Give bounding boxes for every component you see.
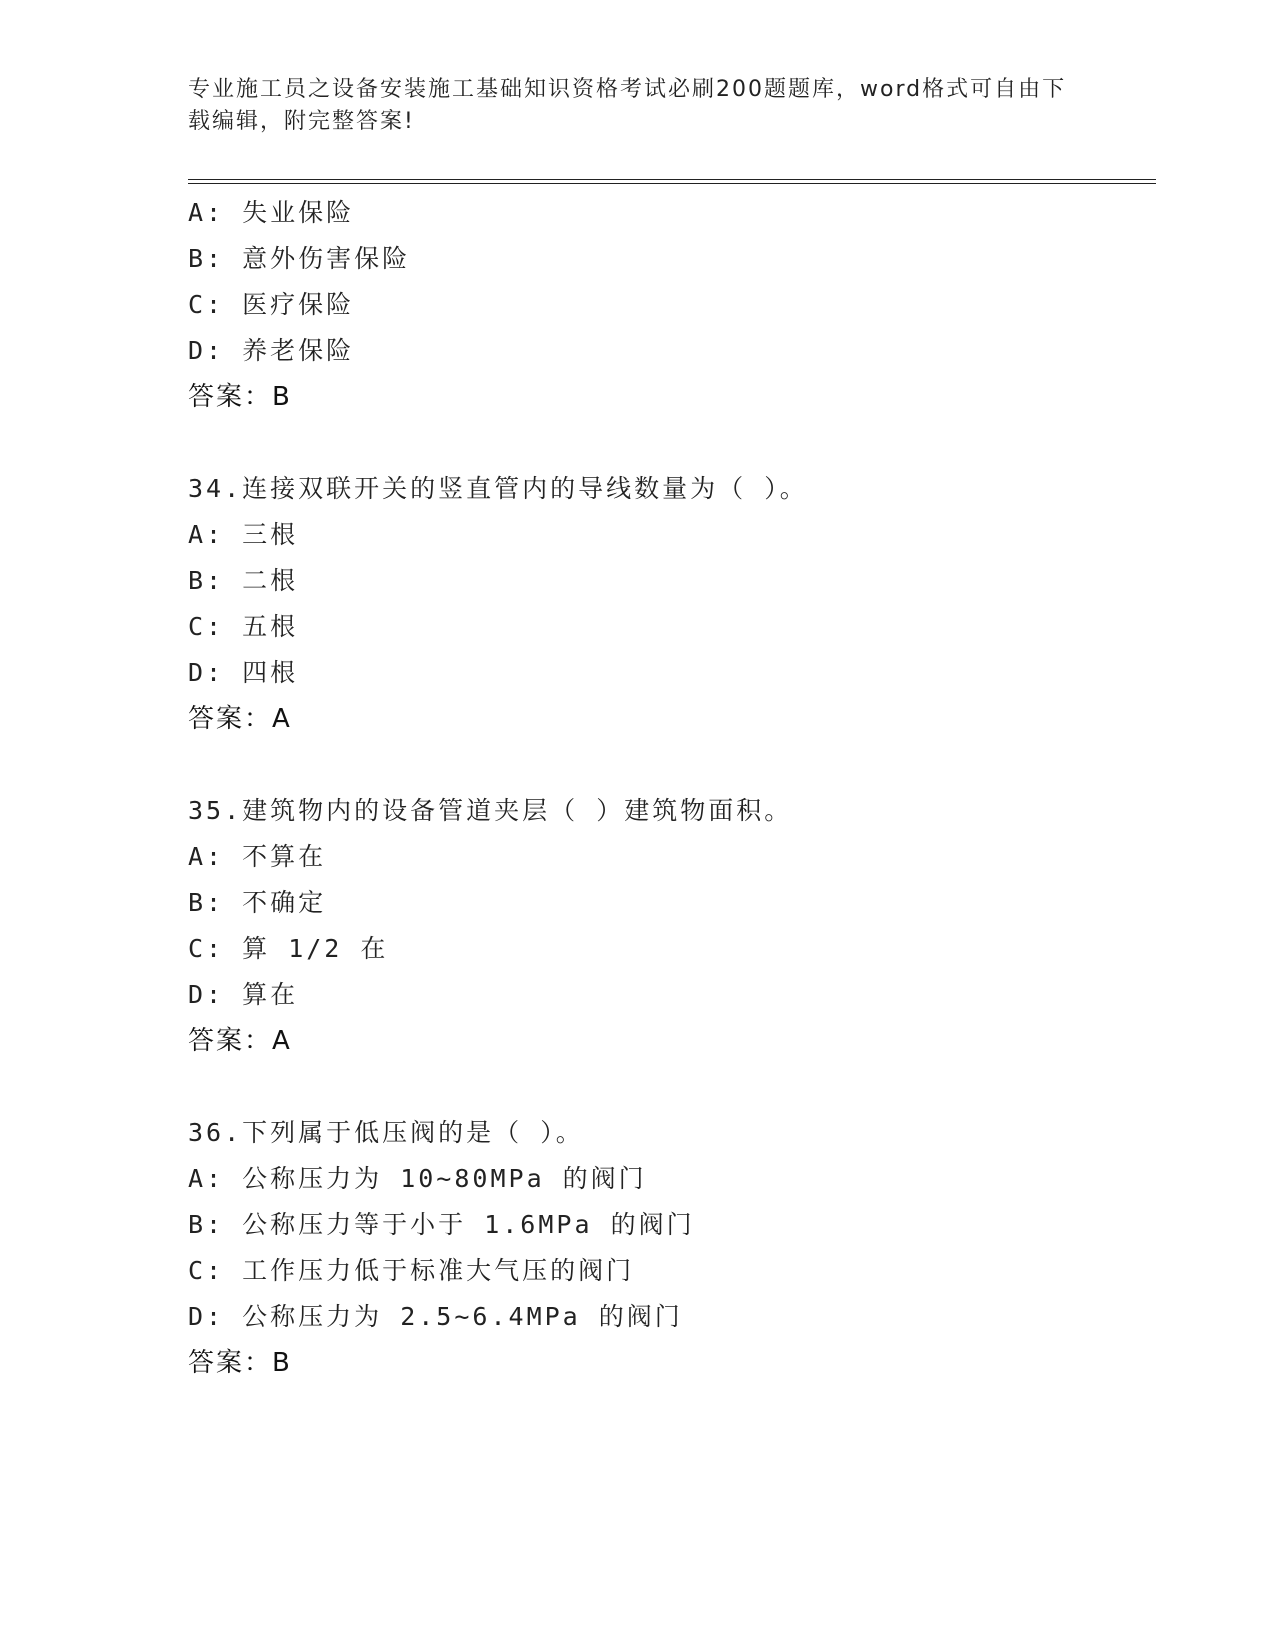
spacer — [188, 742, 1148, 788]
option-c: C: 五根 — [188, 612, 299, 641]
question-block — [188, 190, 1148, 420]
option-c: C: 工作压力低于标准大气压的阀门 — [188, 1256, 635, 1285]
answer-text: 答案：B — [188, 382, 292, 412]
document-header — [188, 74, 1068, 138]
question-block — [188, 466, 1148, 742]
option-a: A: 失业保险 — [188, 198, 355, 227]
option-b: B: 二根 — [188, 566, 299, 595]
option-d: D: 公称压力为 2.5~6.4MPa 的阀门 — [188, 1302, 683, 1331]
spacer — [188, 420, 1148, 466]
option-a: A: 公称压力为 10~80MPa 的阀门 — [188, 1164, 647, 1193]
question-block — [188, 1110, 1148, 1386]
header-divider-secondary — [188, 183, 1156, 184]
question-text: 36.下列属于低压阀的是（ ）。 — [188, 1118, 584, 1147]
option-b: B: 不确定 — [188, 888, 327, 917]
header-divider — [188, 179, 1156, 180]
option-d: D: 养老保险 — [188, 336, 355, 365]
question-block — [188, 788, 1148, 1064]
answer-text: 答案：A — [188, 704, 292, 734]
question-list — [188, 190, 1148, 1386]
option-b: B: 公称压力等于小于 1.6MPa 的阀门 — [188, 1210, 695, 1239]
answer-text: 答案：B — [188, 1348, 292, 1378]
answer-text: 答案：A — [188, 1026, 292, 1056]
spacer — [188, 1064, 1148, 1110]
option-d: D: 算在 — [188, 980, 299, 1009]
option-a: A: 不算在 — [188, 842, 327, 871]
question-text: 35.建筑物内的设备管道夹层（ ）建筑物面积。 — [188, 796, 793, 825]
option-d: D: 四根 — [188, 658, 299, 687]
option-b: B: 意外伤害保险 — [188, 244, 411, 273]
question-text: 34.连接双联开关的竖直管内的导线数量为（ ）。 — [188, 474, 808, 503]
option-c: C: 医疗保险 — [188, 290, 355, 319]
option-a: A: 三根 — [188, 520, 299, 549]
document-title: 专业施工员之设备安装施工基础知识资格考试必刷200题题库，word格式可自由下载编辑，附完整答案! — [188, 77, 1067, 134]
option-c: C: 算 1/2 在 — [188, 934, 389, 963]
